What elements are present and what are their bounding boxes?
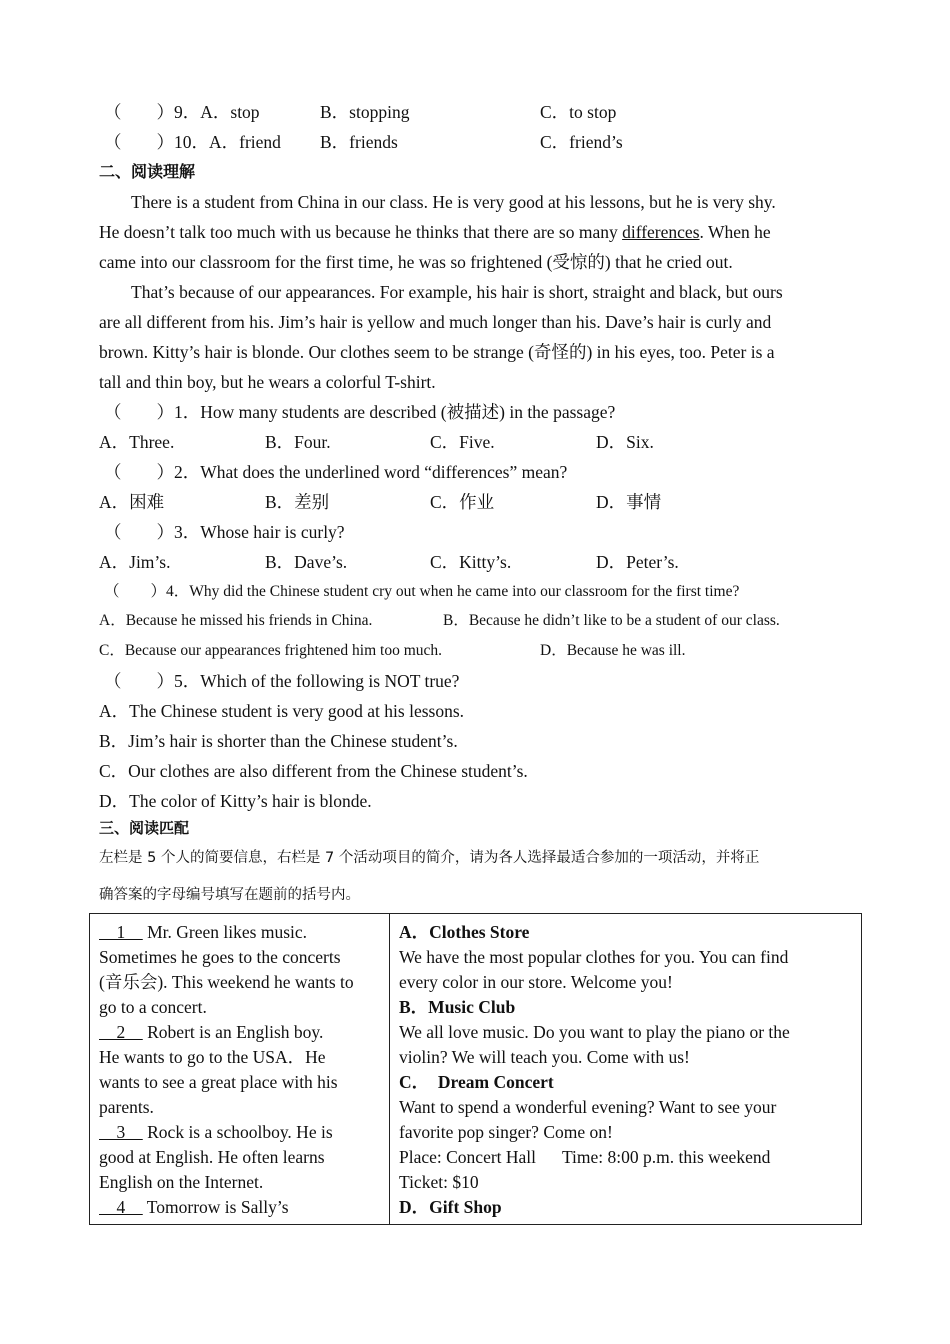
entry-text: (音乐会). This weekend he wants to (99, 972, 354, 992)
question-3: （ ）3．Whose hair is curly? (104, 522, 345, 542)
activity-title-d: D．Gift Shop (399, 1197, 502, 1217)
option-b: B．差别 (265, 492, 330, 512)
option-d: D．Because he was ill. (540, 642, 686, 659)
option-b: B．Four. (265, 432, 331, 452)
option-c: C．friend’s (540, 132, 623, 152)
person-entry-4 (99, 1195, 381, 1220)
activity-text: every color in our store. Welcome you! (399, 972, 673, 992)
section-title-matching: 三、阅读匹配 (99, 819, 190, 837)
instructions-line: 确答案的字母编号填写在题前的括号内。 (99, 887, 360, 903)
entry-text: Rock is a schoolboy. He is (142, 1122, 333, 1142)
option-c: C．Kitty’s. (430, 552, 512, 572)
matching-table (89, 913, 862, 1225)
question-5: （ ）5．Which of the following is NOT true? (104, 671, 460, 691)
option-a: A．friend (209, 132, 281, 152)
option-b: B．stopping (320, 102, 410, 122)
person-entry-1 (99, 920, 381, 945)
option-c: C．Our clothes are also different from the Chinese student’s. (99, 761, 528, 781)
question-number: 9． (174, 102, 201, 122)
option-c: C．Five. (430, 432, 495, 452)
option-b: B．friends (320, 132, 398, 152)
passage-line: brown. Kitty’s hair is blonde. Our clothes seem to be strange (奇怪的) in his eyes, too. Peter is a (99, 342, 775, 362)
activity-text: Place: Concert Hall Time: 8:00 p.m. this weekend (399, 1147, 771, 1167)
activity-text: Ticket: $10 (399, 1172, 479, 1192)
answer-paren: （ ） (104, 132, 174, 152)
section-title-reading: 二、阅读理解 (99, 162, 196, 181)
answer-blank[interactable]: 4 (99, 1197, 143, 1217)
activities-column (390, 914, 862, 1225)
passage-text: . When he (699, 222, 771, 242)
passage-line: came into our classroom for the first time, he was so frightened (受惊的) that he cried out. (99, 252, 733, 272)
question-4: （ ）4．Why did the Chinese student cry out when he came into our classroom for the first time? (104, 583, 740, 600)
question-10 (104, 127, 281, 157)
option-a: A．Because he missed his friends in China. (99, 612, 373, 629)
option-a: A．stop (200, 102, 260, 122)
entry-text: good at English. He often learns (99, 1147, 325, 1167)
activity-title-c: C． Dream Concert (399, 1072, 554, 1092)
question-1: （ ）1．How many students are described (被描述) in the passage? (104, 402, 616, 422)
question-number: 10． (174, 132, 209, 152)
activity-title-b: B．Music Club (399, 997, 516, 1017)
activity-text: Want to spend a wonderful evening? Want to see your (399, 1097, 777, 1117)
passage-line (99, 217, 771, 247)
person-entry-2 (99, 1020, 381, 1045)
option-d: D．Peter’s. (596, 552, 679, 572)
option-b: B．Jim’s hair is shorter than the Chinese student’s. (99, 731, 458, 751)
entry-text: Mr. Green likes music. (142, 922, 308, 942)
instructions-line: 左栏是 5 个人的简要信息，右栏是 7 个活动项目的简介，请为各人选择最适合参加的一项活动，并将正 (99, 850, 760, 866)
option-d: D．The color of Kitty’s hair is blonde. (99, 791, 372, 811)
option-a: A．Jim’s. (99, 552, 171, 572)
people-column (90, 914, 390, 1225)
underlined-word: differences (622, 222, 700, 242)
entry-text: wants to see a great place with his (99, 1072, 338, 1092)
activity-title-a: A．Clothes Store (399, 922, 530, 942)
option-a: A．困难 (99, 492, 165, 512)
activity-text: favorite pop singer? Come on! (399, 1122, 613, 1142)
option-d: D．Six. (596, 432, 654, 452)
question-9 (104, 97, 260, 127)
entry-text: parents. (99, 1097, 154, 1117)
entry-text: English on the Internet. (99, 1172, 264, 1192)
option-d: D．事情 (596, 492, 662, 512)
passage-line: are all different from his. Jim’s hair is yellow and much longer than his. Dave’s hair is curly and (99, 312, 772, 332)
option-a: A．Three. (99, 432, 175, 452)
passage-line: There is a student from China in our class. He is very good at his lessons, but he is very shy. (131, 192, 776, 212)
activity-text: violin? We will teach you. Come with us! (399, 1047, 690, 1067)
option-c: C．作业 (430, 492, 495, 512)
option-c: C．Because our appearances frightened him too much. (99, 642, 443, 659)
answer-blank[interactable]: 3 (99, 1122, 143, 1142)
answer-paren: （ ） (104, 102, 174, 122)
answer-blank[interactable]: 1 (99, 922, 143, 942)
entry-text: go to a concert. (99, 997, 207, 1017)
option-c: C．to stop (540, 102, 617, 122)
passage-line: tall and thin boy, but he wears a colorful T-shirt. (99, 372, 436, 392)
entry-text: He wants to go to the USA．He (99, 1047, 326, 1067)
person-entry-3 (99, 1120, 381, 1145)
option-a: A．The Chinese student is very good at his lessons. (99, 701, 465, 721)
activity-text: We have the most popular clothes for you. You can find (399, 947, 789, 967)
entry-text: Robert is an English boy. (142, 1022, 324, 1042)
option-b: B．Dave’s. (265, 552, 348, 572)
activity-text: We all love music. Do you want to play the piano or the (399, 1022, 790, 1042)
answer-blank[interactable]: 2 (99, 1022, 143, 1042)
entry-text: Tomorrow is Sally’s (142, 1197, 289, 1217)
option-b: B．Because he didn’t like to be a student of our class. (443, 612, 780, 629)
passage-text: He doesn’t talk too much with us because he thinks that there are so many (99, 222, 623, 242)
question-2: （ ）2．What does the underlined word “differences” mean? (104, 462, 568, 482)
entry-text: Sometimes he goes to the concerts (99, 947, 341, 967)
passage-line: That’s because of our appearances. For example, his hair is short, straight and black, but ours (131, 282, 783, 302)
